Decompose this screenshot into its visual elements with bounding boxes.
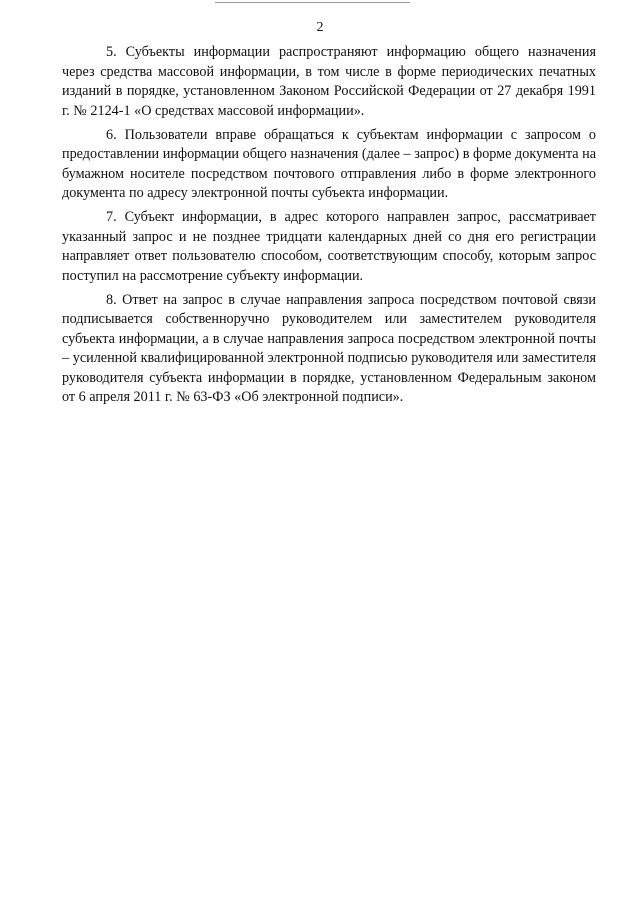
paragraph-7: 7. Субъект информации, в адрес которого направлен запрос, рассматривает указанный запрос и не позднее тридцати календарных дней со дня его регистрации направляет ответ пользователю способом, соответствующим способу, которым запрос поступил на рассмотрение субъекту информации.: [62, 209, 596, 284]
page-number: 2: [316, 20, 324, 35]
paragraph-5: 5. Субъекты информации распространяют информацию общего назначения через средства массовой информации, в том числе в форме периодических печатных изданий в порядке, установленном Законом Российской Федерации от 27 декабря 1991 г. № 2124-1 «О средствах массовой информации».: [62, 44, 596, 119]
document-body: [62, 43, 596, 412]
paragraph-8: 8. Ответ на запрос в случае направления запроса посредством почтовой связи подписывается собственноручно руководителем или заместителем руководителя субъекта информации, а в случае направления запроса посредством электронной почты – усиленной квалифицированной электронной подписью руководителя или заместителя руководителя субъекта информации в порядке, установленном Федеральным законом от 6 апреля 2011 г. № 63-ФЗ «Об электронной подписи».: [62, 291, 596, 405]
paragraph-6: 6. Пользователи вправе обращаться к субъектам информации с запросом о предоставлении информации общего назначения (далее – запрос) в форме документа на бумажном носителе посредством почтового отправления либо в форме электронного документа по адресу электронной почты субъекта информации.: [62, 126, 596, 201]
top-edge-line: [215, 2, 410, 3]
